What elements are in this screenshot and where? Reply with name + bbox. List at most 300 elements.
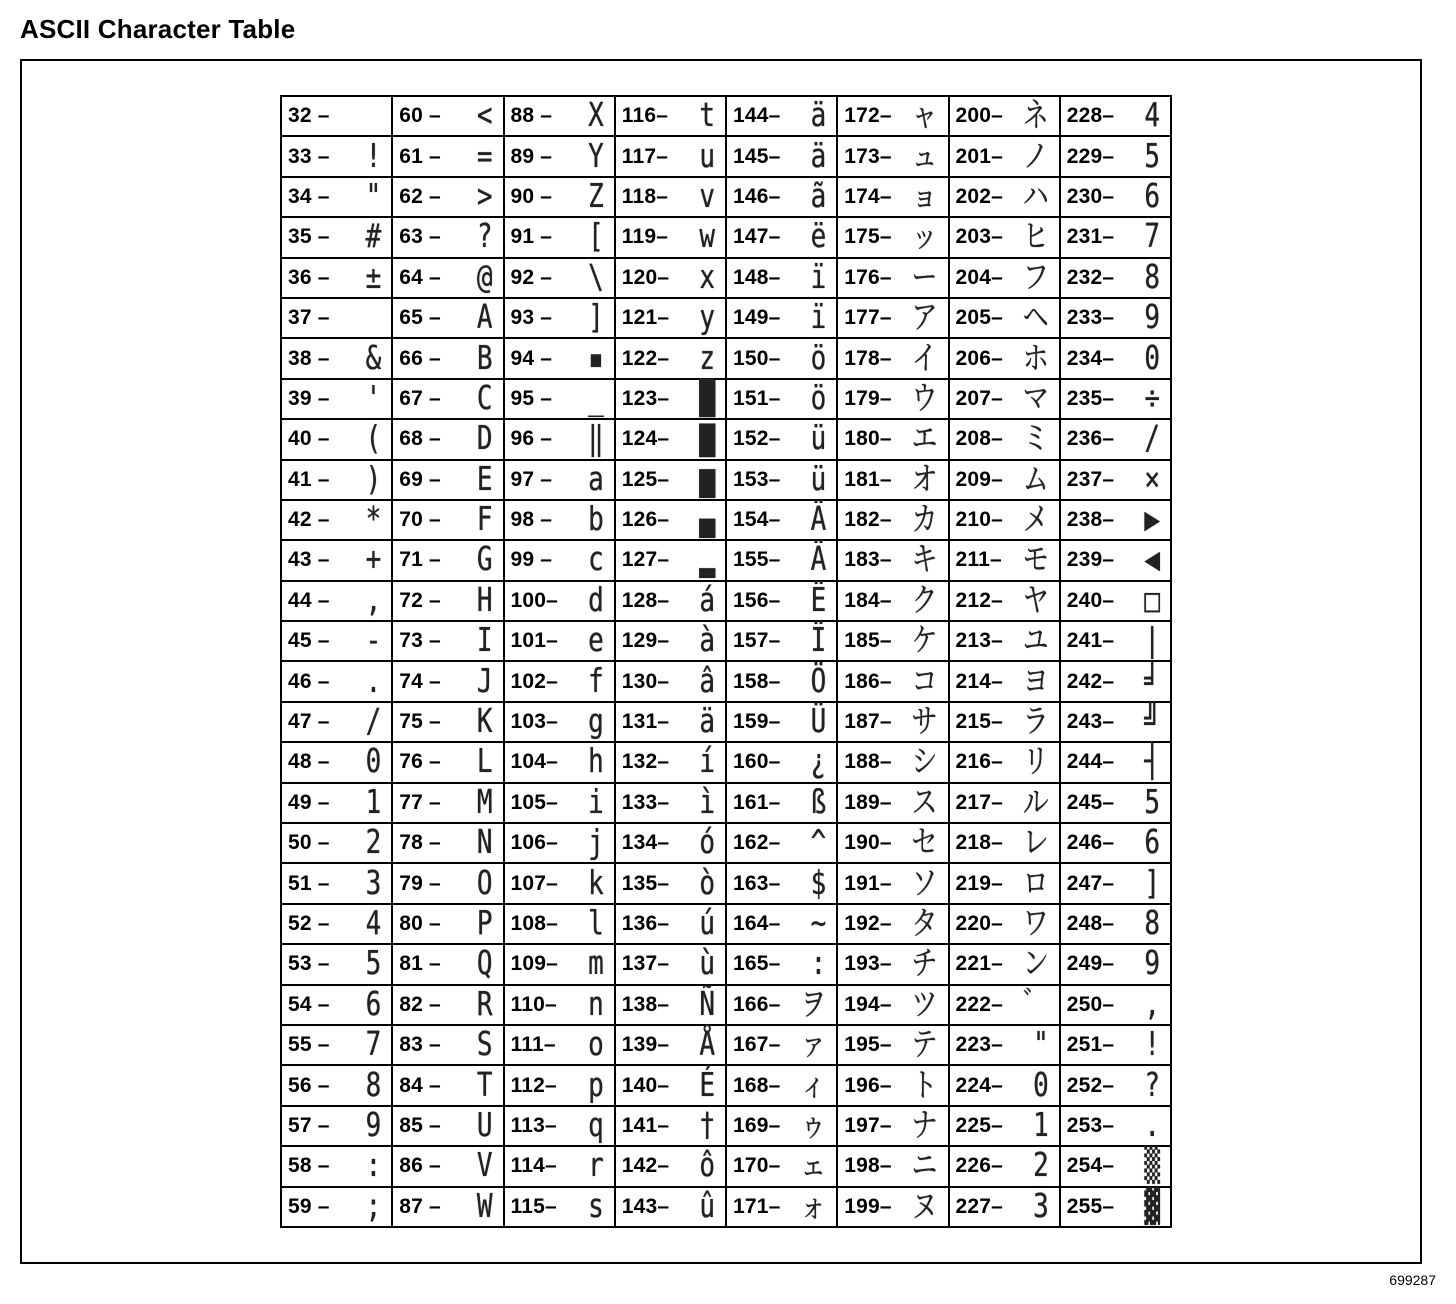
char-glyph: ネ [1022,97,1049,135]
char-code: 47 – [288,710,330,734]
char-glyph: w [699,218,715,257]
char-code: 203– [955,225,1004,249]
table-cell [616,459,725,499]
char-code: 71 – [399,548,441,572]
table-cell [1061,97,1170,135]
char-code: 190– [844,831,892,855]
table-cell [838,459,947,499]
char-code: 38 – [288,346,330,370]
char-glyph: ャ [911,97,938,135]
table-cell [838,822,947,862]
char-code: 136– [621,912,670,935]
char-code: 242– [1066,669,1115,693]
table-cell [505,1064,614,1104]
table-cell [838,1024,947,1064]
char-glyph: o [588,1026,604,1064]
table-cell [727,1024,836,1064]
char-glyph: ▶ [1144,501,1160,539]
char-code: 117– [621,144,669,168]
table-cell [950,701,1059,741]
char-glyph: ケ [911,622,938,661]
char-glyph: " [365,178,382,216]
table-cell [727,257,836,297]
char-code: 118– [621,184,669,208]
char-glyph: > [476,178,493,216]
char-glyph: ヌ [911,1187,938,1226]
table-cell [393,257,502,297]
table-cell [282,418,391,458]
char-code: 223– [955,1033,1004,1057]
table-cell [1061,862,1170,902]
char-code: 77 – [399,790,441,814]
table-cell [1061,1186,1170,1226]
table-cell [616,1145,725,1185]
table-cell [282,1105,391,1145]
char-glyph: : [365,1147,382,1186]
char-glyph: Ï [810,622,827,661]
char-glyph: u [699,137,715,176]
char-glyph: 2 [1033,1147,1049,1186]
char-glyph: á [699,582,715,620]
char-glyph: , [365,582,382,620]
char-glyph: ╝ [1144,703,1160,741]
table-cell [616,1064,725,1104]
table-column [948,97,1059,1226]
table-cell [393,741,502,781]
table-cell [950,418,1059,458]
char-glyph: 7 [1144,218,1160,257]
char-code: 238– [1066,508,1115,532]
table-cell [1061,499,1170,539]
char-glyph: . [365,662,382,701]
table-cell [505,620,614,660]
char-glyph: ( [365,420,382,459]
char-glyph: ム [1022,460,1049,499]
char-glyph: z [699,339,715,378]
char-code: 120– [621,265,670,289]
table-cell [393,1145,502,1185]
char-glyph: ミ [1022,420,1049,459]
char-glyph: @ [476,259,493,297]
char-code: 169– [733,1113,781,1137]
char-glyph: 2 [365,824,382,862]
char-glyph: & [365,339,382,378]
char-glyph: ワ [1022,905,1049,943]
table-cell [505,660,614,700]
char-glyph: : [810,945,827,984]
table-cell [950,459,1059,499]
char-glyph: ヘ [1022,299,1049,337]
char-code: 83 – [399,1033,441,1057]
table-cell [505,580,614,620]
char-code: 146– [733,184,781,208]
char-code: 214– [955,669,1004,693]
char-code: 244– [1066,750,1115,774]
char-code: 189– [844,790,892,814]
char-code: 148– [733,265,781,289]
char-glyph: □ [1144,582,1160,620]
char-code: 33 – [288,144,330,168]
char-glyph: マ [1022,380,1049,418]
table-cell [950,782,1059,822]
table-cell [393,580,502,620]
char-glyph: テ [911,1026,938,1064]
char-glyph: Q [476,945,493,984]
char-glyph: オ [911,460,938,499]
char-code: 240– [1066,588,1115,612]
char-glyph: X [588,97,604,135]
table-cell [282,1024,391,1064]
char-code: 199– [844,1194,892,1218]
char-glyph: 7 [365,1026,382,1064]
char-glyph: ▪ [588,339,604,378]
table-column [725,97,836,1226]
char-glyph: = [476,137,493,176]
char-code: 61 – [399,144,441,168]
table-cell [393,1105,502,1145]
char-code: 246– [1066,831,1115,855]
char-code: 180– [844,427,892,451]
char-code: 163– [733,871,781,895]
char-glyph: サ [911,703,938,741]
char-glyph: M [476,784,493,822]
table-cell [393,1064,502,1104]
char-code: 44 – [288,588,330,612]
char-code: 76 – [399,750,441,774]
char-code: 126– [621,508,670,532]
char-glyph: 4 [365,905,382,943]
table-cell [727,701,836,741]
char-code: 210– [955,508,1004,532]
table-cell [616,257,725,297]
char-code: 59 – [288,1194,330,1218]
char-glyph: j [588,824,604,862]
char-code: 90 – [510,184,553,208]
table-cell [838,216,947,256]
char-glyph: カ [911,501,938,539]
char-code: 94 – [510,346,553,370]
char-code: 138– [621,992,670,1016]
table-cell [393,135,502,175]
table-cell [505,862,614,902]
char-code: 204– [955,265,1004,289]
table-cell [838,539,947,579]
table-cell [282,135,391,175]
table-cell [1061,903,1170,943]
char-code: 161– [733,790,781,814]
char-glyph: シ [911,743,938,782]
table-cell [727,216,836,256]
char-code: 101– [510,629,559,653]
char-code: 207– [955,386,1004,410]
char-glyph: ï [810,299,827,337]
char-code: 241– [1066,629,1115,653]
char-glyph: ‖ [588,420,604,459]
table-cell [1061,539,1170,579]
char-code: 109– [510,952,559,976]
char-code: 168– [733,1073,781,1097]
char-code: 81 – [399,952,441,976]
char-glyph: メ [1022,501,1049,539]
char-glyph: ル [1022,784,1049,822]
char-glyph: O [476,864,493,903]
table-cell [950,862,1059,902]
table-cell [505,97,614,135]
char-code: 107– [510,871,559,895]
char-glyph: V [476,1147,493,1186]
char-glyph: q [588,1107,604,1145]
char-glyph: e [588,622,604,661]
table-cell [505,1105,614,1145]
char-glyph: h [588,743,604,782]
table-cell [838,701,947,741]
table-cell [950,176,1059,216]
char-glyph: ホ [1022,339,1049,378]
char-glyph: ▓ [1144,1187,1160,1226]
table-cell [616,1186,725,1226]
table-cell [1061,782,1170,822]
table-cell [393,943,502,983]
table-cell [616,620,725,660]
char-code: 160– [733,750,781,774]
char-glyph: * [365,501,382,539]
char-code: 145– [733,144,781,168]
char-code: 60 – [399,104,441,128]
table-cell [616,943,725,983]
char-glyph: p [588,1066,604,1105]
table-cell [950,499,1059,539]
char-code: 55 – [288,1033,330,1057]
table-cell [727,297,836,337]
char-code: 174– [844,184,892,208]
char-code: 206– [955,346,1004,370]
char-glyph: J [476,662,493,701]
char-code: 235– [1066,386,1115,410]
char-code: 255– [1066,1194,1115,1218]
char-glyph: 5 [1144,137,1160,176]
char-code: 153– [733,467,781,491]
char-glyph: ä [810,97,827,135]
char-code: 196– [844,1073,892,1097]
table-cell [950,1186,1059,1226]
table-cell [727,903,836,943]
char-code: 78 – [399,831,441,855]
table-cell [727,660,836,700]
char-code: 102– [510,669,559,693]
char-glyph: ェ [800,1147,827,1186]
char-code: 39 – [288,386,330,410]
char-code: 137– [621,952,670,976]
char-glyph: D [476,420,493,459]
table-cell [393,822,502,862]
char-glyph: - [365,622,382,661]
table-cell [282,701,391,741]
table-cell [727,378,836,418]
char-glyph: 1 [365,784,382,822]
char-code: 72 – [399,588,441,612]
char-code: 34 – [288,184,330,208]
char-glyph: R [476,986,493,1024]
char-code: 201– [955,144,1004,168]
table-cell [505,1145,614,1185]
char-glyph: ù [699,945,715,984]
table-cell [282,620,391,660]
char-code: 98 – [510,508,553,532]
char-code: 135– [621,871,670,895]
char-glyph: n [588,986,604,1024]
char-glyph: / [365,703,382,741]
table-cell [393,176,502,216]
char-code: 121– [621,306,670,330]
table-cell [282,1145,391,1185]
char-code: 52 – [288,912,330,935]
char-glyph: û [699,1187,715,1226]
table-cell [1061,459,1170,499]
table-cell [1061,176,1170,216]
char-code: 234– [1066,346,1115,370]
char-code: 151– [733,386,781,410]
table-cell [616,216,725,256]
char-glyph: ▂ [699,541,715,580]
table-cell [950,135,1059,175]
char-glyph: U [476,1107,493,1145]
table-cell [393,216,502,256]
table-cell [950,822,1059,862]
char-glyph: i [588,784,604,822]
char-glyph: ツ [911,986,938,1024]
char-glyph: ì [699,784,715,822]
table-cell [727,822,836,862]
char-code: 113– [510,1113,557,1137]
char-glyph: à [699,622,715,661]
char-code: 115– [510,1194,557,1218]
char-code: 227– [955,1194,1004,1218]
table-cell [727,176,836,216]
char-glyph: ヨ [1022,662,1049,701]
char-code: 150– [733,346,781,370]
table-cell [393,297,502,337]
table-cell [505,216,614,256]
char-glyph: c [588,541,604,580]
table-cell [1061,1024,1170,1064]
table-cell [1061,378,1170,418]
char-glyph: コ [911,662,938,701]
char-glyph: r [588,1147,604,1186]
char-glyph: + [365,541,382,580]
table-cell [505,257,614,297]
char-code: 158– [733,669,781,693]
char-code: 66 – [399,346,441,370]
char-code: 186– [844,669,892,693]
char-glyph: ▇ [699,420,715,459]
table-cell [616,539,725,579]
char-code: 251– [1066,1033,1115,1057]
char-glyph: ウ [911,380,938,418]
table-cell [393,782,502,822]
table-cell [727,620,836,660]
table-cell [1061,701,1170,741]
char-glyph: f [588,662,604,701]
char-code: 194– [844,992,892,1016]
char-code: 110– [510,992,557,1016]
char-code: 226– [955,1154,1004,1178]
char-code: 144– [733,104,781,128]
char-code: 129– [621,629,670,653]
table-cell [950,97,1059,135]
char-code: 106– [510,831,559,855]
char-code: 87 – [399,1194,441,1218]
char-code: 67 – [399,386,441,410]
char-glyph: Ö [810,662,827,701]
char-code: 37 – [288,306,330,330]
char-glyph: Ä [810,501,827,539]
char-glyph: ä [810,137,827,176]
char-code: 212– [955,588,1004,612]
table-cell [1061,297,1170,337]
char-code: 108– [510,912,559,935]
char-glyph: ゛ [1022,986,1049,1024]
char-glyph: P [476,905,493,943]
table-cell [505,984,614,1024]
table-cell [505,741,614,781]
table-cell [838,97,947,135]
char-glyph: B [476,339,493,378]
char-glyph: ョ [911,178,938,216]
char-code: 104– [510,750,559,774]
table-cell [727,459,836,499]
char-glyph: ] [1144,864,1160,903]
char-code: 170– [733,1154,781,1178]
char-code: 116– [621,104,669,128]
table-cell [282,580,391,620]
char-glyph: 0 [365,743,382,782]
char-glyph: ) [365,460,382,499]
char-glyph: I [476,622,493,661]
table-cell [727,1064,836,1104]
char-glyph: ナ [911,1107,938,1145]
char-code: 68 – [399,427,441,451]
table-cell [1061,580,1170,620]
char-code: 221– [955,952,1004,976]
char-glyph: ü [810,420,827,459]
table-cell [838,418,947,458]
table-cell [727,1186,836,1226]
char-code: 141– [621,1113,670,1137]
ascii-character-grid [280,95,1172,1228]
char-code: 89 – [510,144,553,168]
table-cell [950,1105,1059,1145]
table-cell [838,943,947,983]
table-cell [505,337,614,377]
table-cell [616,660,725,700]
char-glyph: K [476,703,493,741]
table-cell [282,862,391,902]
char-glyph: E [476,460,493,499]
char-code: 216– [955,750,1004,774]
char-glyph: ラ [1022,703,1049,741]
table-cell [282,903,391,943]
table-cell [727,580,836,620]
char-code: 252– [1066,1073,1115,1097]
char-glyph: ト [911,1066,938,1105]
char-glyph: タ [911,905,938,943]
table-cell [950,337,1059,377]
char-glyph: 8 [1144,259,1160,297]
char-glyph: フ [1022,259,1049,297]
char-glyph: 9 [365,1107,382,1145]
char-code: 42 – [288,508,330,532]
char-glyph: ë [810,218,827,257]
